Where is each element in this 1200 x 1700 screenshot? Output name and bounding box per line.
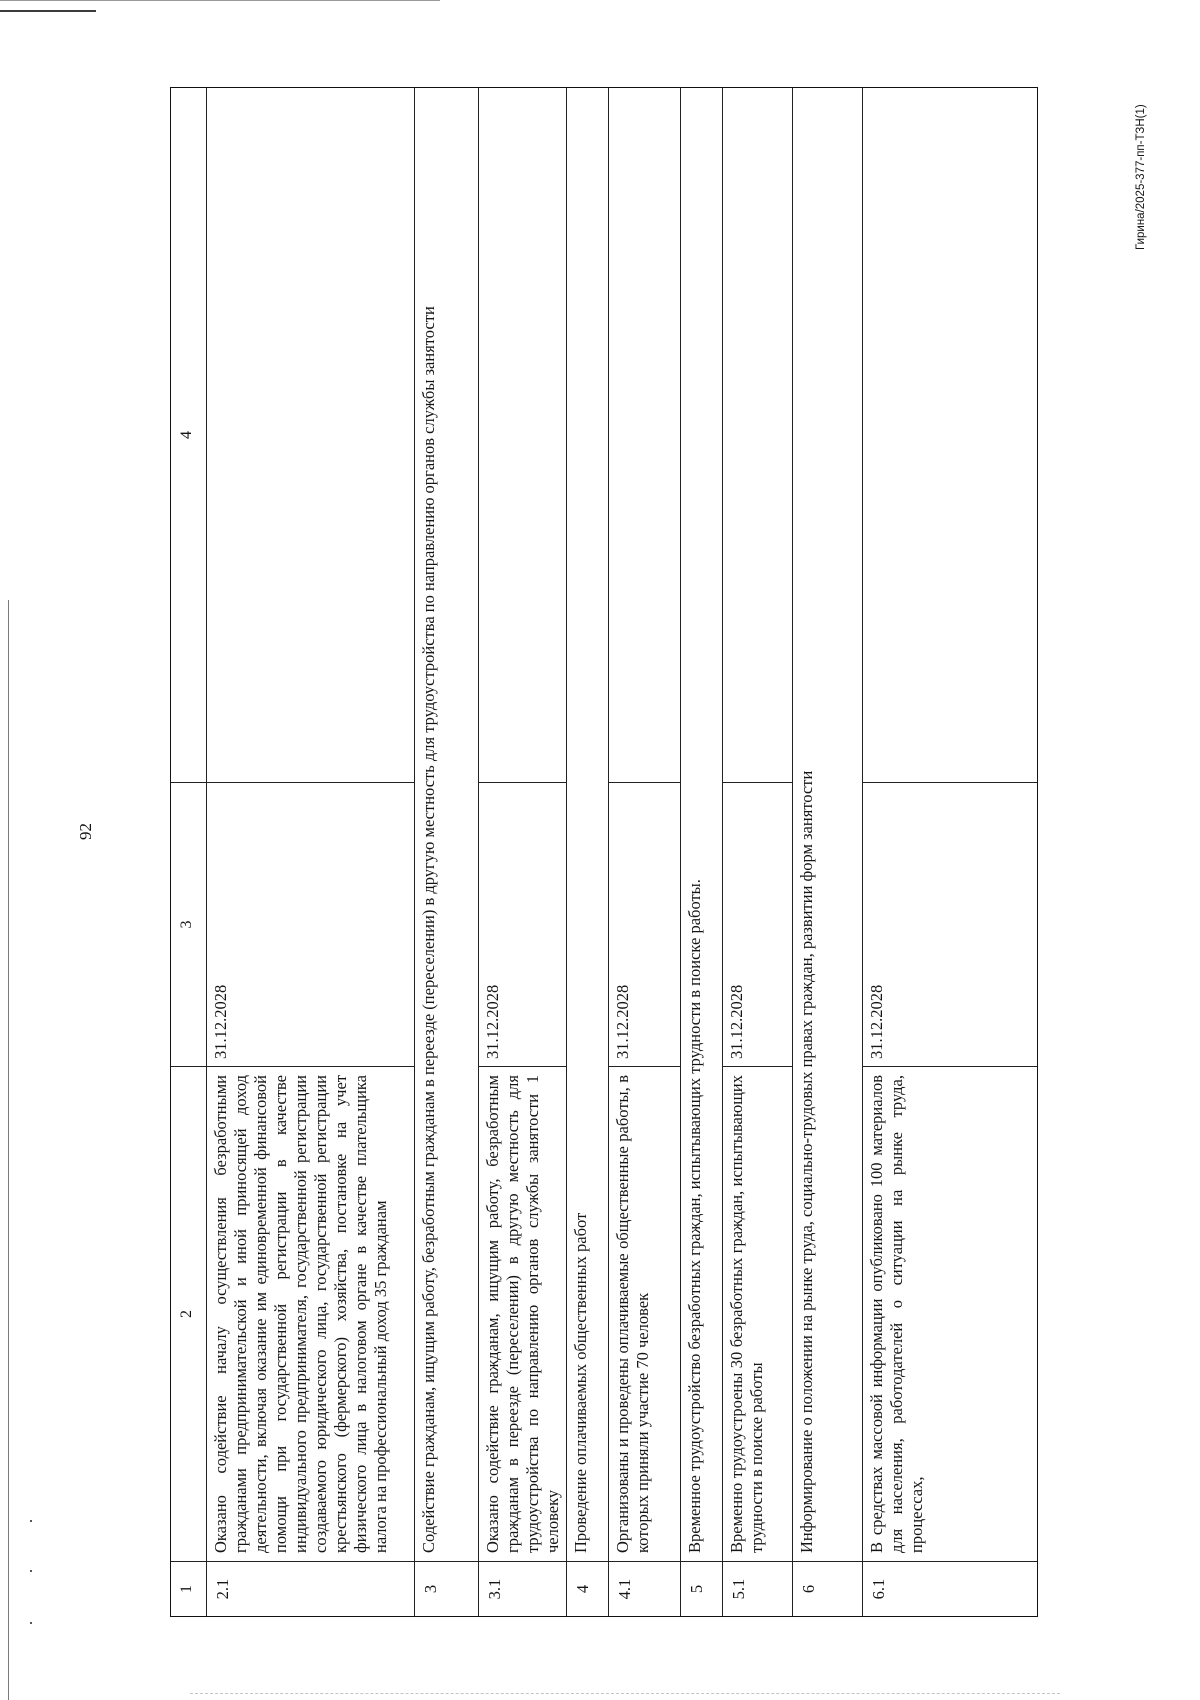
row-responsible [609, 88, 680, 782]
row-description: Организованы и проведены оплачиваемые общественные работы, в которых приняли участие 70 человек [609, 1066, 680, 1561]
row-number: 3.1 [479, 1561, 566, 1616]
row-deadline: 31.12.2028 [207, 782, 414, 1066]
row-section-title: Временное трудоустройство безработных граждан, испытывающих трудности в поиске работы. [685, 879, 704, 1553]
row-number: 6 [793, 1561, 862, 1616]
row-deadline: 31.12.2028 [723, 782, 792, 1066]
activities-table [170, 87, 1038, 1617]
row-section-title: Проведение оплачиваемых общественных работ [571, 1212, 590, 1553]
table-row [415, 88, 479, 1616]
page-number: 92 [76, 823, 95, 840]
table-header-row [171, 88, 207, 1616]
table-row [723, 88, 793, 1616]
row-description: Временно трудоустроены 30 безработных граждан, испытывающих трудности в поиске работы [723, 1066, 792, 1561]
document-code: Гирина/2025-377-пп-ТЗН(1) [1135, 104, 1147, 250]
row-deadline: 31.12.2028 [609, 782, 680, 1066]
row-number: 5 [681, 1561, 722, 1616]
row-description: В средствах массовой информации опубликовано 100 материалов для населения, работодателей о ситуации на рынке труда, процессах, [863, 1066, 1037, 1561]
row-number: 4 [567, 1561, 608, 1616]
row-number: 5.1 [723, 1561, 792, 1616]
row-number: 2.1 [207, 1561, 414, 1616]
table-row [793, 88, 863, 1616]
table-row [567, 88, 609, 1616]
row-responsible [863, 88, 1037, 782]
row-responsible [479, 88, 566, 782]
table-row [609, 88, 681, 1616]
row-number: 3 [415, 1561, 478, 1616]
row-description: Оказано содействие началу осуществления безработными гражданами предпринимательской и иной приносящей доход деятельности, включая оказание им единовременной финансовой помощи при государственной регистрации в качестве индивидуального предпринимателя, государственной регистрации создаваемого юридического лица, государственной регистрации крестьянского (фермерского) хозяйства, постановке на учет физического лица в налоговом органе в качестве плательщика налога на профессиональный доход 35 гражданам [207, 1066, 414, 1561]
row-deadline: 31.12.2028 [479, 782, 566, 1066]
table-row [681, 88, 723, 1616]
row-deadline: 31.12.2028 [863, 782, 1037, 1066]
table-row [863, 88, 1037, 1616]
row-responsible [207, 88, 414, 782]
row-section-title: Информирование о положении на рынке труда, социально-трудовых правах граждан, развитии форм занятости [797, 770, 816, 1553]
header-col-4: 4 [178, 431, 195, 439]
row-responsible [723, 88, 792, 782]
row-section-title: Содействие гражданам, ищущим работу, безработным гражданам в переезде (переселении) в другую местность для трудоустройства по направлению органов службы занятости [419, 306, 438, 1553]
header-col-1: 1 [171, 1561, 206, 1616]
row-description: Оказано содействие гражданам, ищущим работу, безработным гражданам в переезде (переселении) в другую местность для трудоустройства по направлению органов службы занятости 1 человеку [479, 1066, 566, 1561]
table-row [207, 88, 415, 1616]
row-number: 6.1 [863, 1561, 1037, 1616]
row-number: 4.1 [609, 1561, 680, 1616]
header-col-3: 3 [171, 782, 206, 1066]
header-col-2: 2 [171, 1066, 206, 1561]
table-row [479, 88, 567, 1616]
